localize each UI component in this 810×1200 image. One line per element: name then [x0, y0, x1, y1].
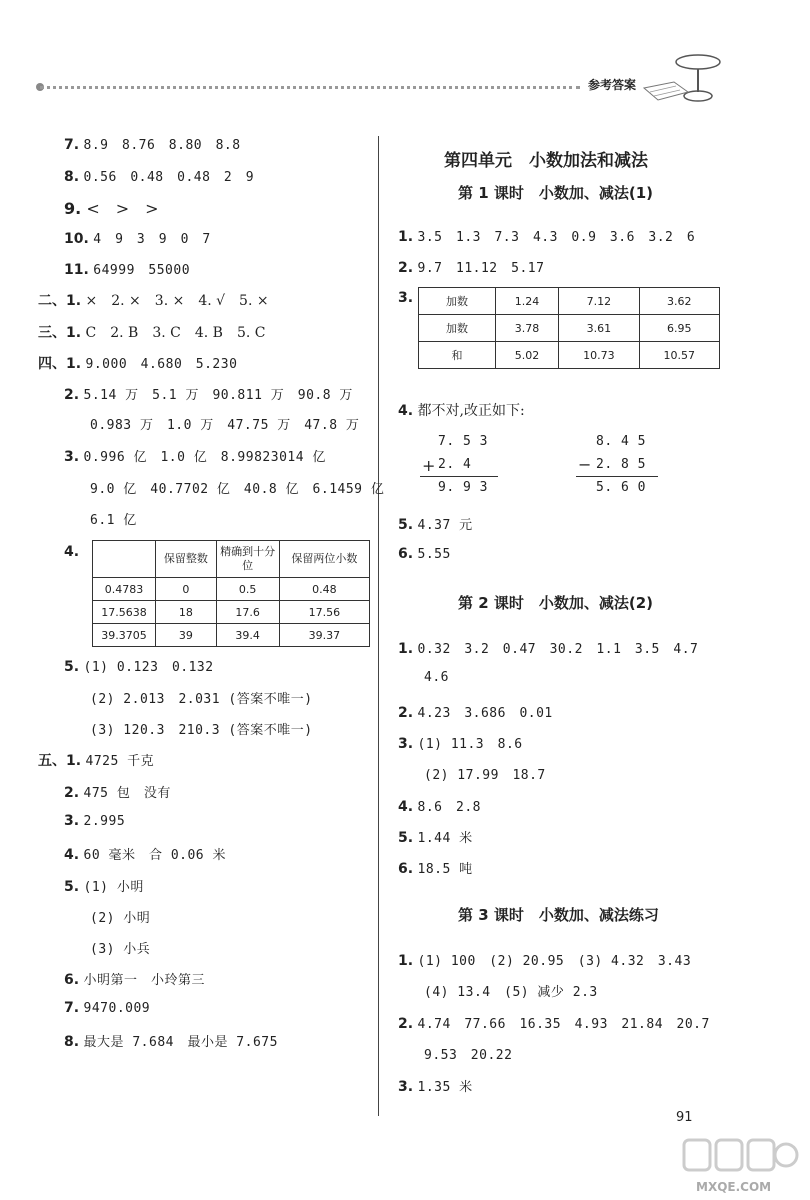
- answer-text: 最大是 7.684 最小是 7.675: [83, 1035, 278, 1050]
- answer-l2-q5: [398, 827, 473, 846]
- answer-text: 9470.009: [83, 1001, 151, 1016]
- answer-text: (1) 11.3 8.6: [417, 737, 523, 752]
- lesson-2-title: 第 2 课时 小数加、减法(2): [458, 594, 654, 612]
- answer-s5-q6: [64, 969, 205, 988]
- vertical-add-bottom: 2. 4: [438, 457, 472, 472]
- answer-text: (1) 小明: [83, 880, 144, 895]
- answer-l2-q3: [398, 733, 523, 752]
- answer-text: 9.7 11.12 5.17: [417, 261, 545, 276]
- question-number: 1.: [398, 641, 414, 657]
- question-number: 1.: [398, 229, 414, 245]
- table-cell: 加数: [419, 315, 496, 342]
- table-cell: 10.73: [559, 342, 639, 369]
- section-number: 五、1.: [38, 753, 82, 769]
- answer-text: 4.23 3.686 0.01: [417, 706, 553, 721]
- addition-table: [418, 287, 720, 369]
- question-number: 5.: [64, 879, 80, 895]
- question-number: 9.: [64, 199, 82, 218]
- table-cell: 3.78: [496, 315, 559, 342]
- question-number: 4.: [398, 403, 414, 419]
- question-number: 3.: [64, 813, 80, 829]
- question-number: 5.: [398, 830, 414, 846]
- question-number: 2.: [64, 785, 80, 801]
- vertical-add-result: 9. 9 3: [438, 480, 488, 495]
- answer-l1-q2: [398, 257, 544, 276]
- answer-text: (1) 100 (2) 20.95 (3) 4.32 3.43: [417, 954, 692, 969]
- rounding-table: [92, 540, 370, 647]
- answer-l1-q1: [398, 226, 695, 245]
- answer-l1-q6: [398, 546, 451, 562]
- answer-text: 4725 千克: [85, 754, 155, 769]
- answer-s4-q3: [64, 446, 326, 465]
- vertical-sub-top: 8. 4 5: [596, 434, 646, 449]
- answer-l3-q1-line2: (4) 13.4 (5) 减少 2.3: [424, 985, 598, 1000]
- answer-l2-q3-line2: (2) 17.99 18.7: [424, 768, 546, 783]
- answer-s5-q1: [38, 750, 154, 770]
- table-cell: 10.57: [639, 342, 719, 369]
- answer-text: 4.37 元: [417, 518, 473, 533]
- table-header-row: [93, 541, 370, 578]
- header-dotted-line: [40, 86, 580, 89]
- answer-l3-q3: [398, 1076, 473, 1095]
- section-number: 三、1.: [38, 325, 82, 341]
- answer-text: < > >: [86, 199, 159, 218]
- answer-text: 475 包 没有: [83, 786, 171, 801]
- question-number: 8.: [64, 169, 80, 185]
- unit-title: 第四单元 小数加法和减法: [444, 151, 648, 171]
- question-number: 11.: [64, 262, 89, 278]
- vertical-add-top: 7. 5 3: [438, 434, 488, 449]
- question-number: 3.: [398, 290, 414, 306]
- table-cell: 3.62: [639, 288, 719, 315]
- table-header-cell: 精确到十分位: [216, 541, 279, 578]
- question-number: 6.: [398, 546, 414, 562]
- answer-s4-q5-line3: (3) 120.3 210.3 (答案不唯一): [90, 723, 313, 738]
- answer-s4-q5: [64, 656, 214, 675]
- answer-text: 4.74 77.66 16.35 4.93 21.84 20.7: [417, 1017, 710, 1032]
- answer-text: C 2. B 3. C 4. B 5. C: [85, 325, 266, 341]
- answer-q11: [64, 259, 190, 278]
- answer-text: 5.14 万 5.1 万 90.811 万 90.8 万: [83, 388, 353, 403]
- table-row: [93, 578, 370, 601]
- answer-text: 64999 55000: [93, 263, 191, 278]
- table-row: [93, 624, 370, 647]
- question-number: 2.: [398, 705, 414, 721]
- answer-text: × 2. × 3. × 4. √ 5. ×: [85, 293, 269, 309]
- question-number: 6.: [64, 972, 80, 988]
- answer-text: 0.56 0.48 0.48 2 9: [83, 170, 255, 185]
- question-number: 4.: [64, 847, 80, 863]
- table-cell: 0.5: [216, 578, 279, 601]
- question-number: 10.: [64, 231, 89, 247]
- vertical-sub-result: 5. 6 0: [596, 480, 646, 495]
- table-cell: 39.3705: [93, 624, 156, 647]
- table-cell: 0.4783: [93, 578, 156, 601]
- question-number: 5.: [64, 659, 80, 675]
- answer-s4-q3-line2: 9.0 亿 40.7702 亿 40.8 亿 6.1459 亿: [90, 482, 385, 497]
- answer-q8: [64, 166, 254, 185]
- question-number: 6.: [398, 861, 414, 877]
- answer-l2-q1: [398, 638, 698, 657]
- table-cell: 17.6: [216, 601, 279, 624]
- answer-l3-q2-line2: 9.53 20.22: [424, 1048, 513, 1063]
- question-number: 2.: [398, 260, 414, 276]
- answer-s5-q4: [64, 844, 226, 863]
- answer-q7: [64, 134, 241, 153]
- vertical-add-line: [420, 476, 498, 477]
- answer-text: 3.5 1.3 7.3 4.3 0.9 3.6 3.2 6: [417, 230, 696, 245]
- minus-operator: −: [578, 455, 592, 474]
- answer-l2-q4: [398, 796, 481, 815]
- question-number: 3.: [398, 736, 414, 752]
- table-row: [419, 315, 720, 342]
- question-number: 3.: [64, 449, 80, 465]
- vertical-sub-line: [576, 476, 658, 477]
- answer-s5-q5-line3: (3) 小兵: [90, 942, 151, 957]
- table-cell: 39.4: [216, 624, 279, 647]
- table-cell: 和: [419, 342, 496, 369]
- table-header-cell: 保留两位小数: [279, 541, 369, 578]
- table-row: [93, 601, 370, 624]
- question-number: 2.: [398, 1016, 414, 1032]
- table-cell: 18: [156, 601, 217, 624]
- table-cell: 17.5638: [93, 601, 156, 624]
- table-cell: 加数: [419, 288, 496, 315]
- section-number: 二、1.: [38, 293, 82, 309]
- table-cell: 5.02: [496, 342, 559, 369]
- answer-text: (1) 0.123 0.132: [83, 660, 214, 675]
- vertical-sub-bottom: 2. 8 5: [596, 457, 646, 472]
- table-cell: 0.48: [279, 578, 369, 601]
- answer-s5-q3: [64, 813, 125, 829]
- question-number: 8.: [64, 1034, 80, 1050]
- question-number: 7.: [64, 137, 80, 153]
- table-header-cell: [93, 541, 156, 578]
- answer-l1-q4: [398, 400, 525, 420]
- table-row: [419, 342, 720, 369]
- table-cell: 6.95: [639, 315, 719, 342]
- question-number: 4.: [398, 799, 414, 815]
- lesson-1-title: 第 1 课时 小数加、减法(1): [458, 184, 654, 202]
- answer-s5-q8: [64, 1031, 278, 1050]
- lesson-3-title: 第 3 课时 小数加、减法练习: [458, 906, 659, 924]
- header-title: 参考答案: [588, 78, 637, 92]
- table-header-cell: 保留整数: [156, 541, 217, 578]
- answer-l3-q1: [398, 950, 691, 969]
- answer-s5-q2: [64, 782, 171, 801]
- table-cell: 1.24: [496, 288, 559, 315]
- table-cell: 39: [156, 624, 217, 647]
- answer-text: 8.6 2.8: [417, 800, 481, 815]
- column-divider: [378, 136, 379, 1116]
- answer-q9: [64, 196, 159, 219]
- answer-s5-q7: [64, 1000, 150, 1016]
- answer-text: 9.000 4.680 5.230: [85, 357, 238, 372]
- table-cell: 0: [156, 578, 217, 601]
- answer-text: 都不对,改正如下:: [417, 403, 525, 419]
- question-number: 3.: [398, 1079, 414, 1095]
- answer-section-2: [38, 290, 269, 310]
- table-cell: 39.37: [279, 624, 369, 647]
- answer-s5-q5-line2: (2) 小明: [90, 911, 151, 926]
- section-number: 四、1.: [38, 356, 82, 372]
- question-number: 2.: [64, 387, 80, 403]
- answer-text: 60 毫米 合 0.06 米: [83, 848, 226, 863]
- answer-l3-q2: [398, 1013, 710, 1032]
- answer-s4-q3-line3: 6.1 亿: [90, 513, 137, 528]
- plus-operator: +: [422, 456, 436, 475]
- answer-text: 1.44 米: [417, 831, 473, 846]
- answer-text: 0.996 亿 1.0 亿 8.99823014 亿: [83, 450, 326, 465]
- answer-text: 1.35 米: [417, 1080, 473, 1095]
- answer-text: 18.5 吨: [417, 862, 473, 877]
- answer-section-3: [38, 322, 265, 342]
- answer-l2-q2: [398, 702, 553, 721]
- answer-text: 5.55: [417, 547, 451, 562]
- answer-text: 0.32 3.2 0.47 30.2 1.1 3.5 4.7: [417, 642, 699, 657]
- answer-q10: [64, 228, 211, 247]
- answer-s4-q2: [64, 384, 353, 403]
- answer-s4-q5-line2: (2) 2.013 2.031 (答案不唯一): [90, 692, 313, 707]
- answer-l1-q5: [398, 514, 473, 533]
- desk-lamp-icon: [640, 48, 730, 108]
- table-cell: 3.61: [559, 315, 639, 342]
- question-number: 5.: [398, 517, 414, 533]
- answer-l2-q1-line2: 4.6: [424, 670, 449, 685]
- answer-text: 8.9 8.76 8.80 8.8: [83, 138, 241, 153]
- table-cell: 7.12: [559, 288, 639, 315]
- page-number: 91: [676, 1110, 693, 1125]
- watermark-text: MXQE.COM: [696, 1180, 772, 1194]
- answer-s5-q5: [64, 876, 144, 895]
- question-number: 4.: [64, 544, 80, 560]
- answer-l2-q6: [398, 858, 473, 877]
- question-number: 1.: [398, 953, 414, 969]
- answer-s4-q2-line2: 0.983 万 1.0 万 47.75 万 47.8 万: [90, 418, 360, 433]
- table-row: [419, 288, 720, 315]
- table-cell: 17.56: [279, 601, 369, 624]
- answer-text: 4 9 3 9 0 7: [93, 232, 211, 247]
- answer-text: 小明第一 小玲第三: [83, 973, 206, 988]
- answer-s4-q1: [38, 353, 237, 373]
- question-number: 7.: [64, 1000, 80, 1016]
- answer-text: 2.995: [83, 814, 126, 829]
